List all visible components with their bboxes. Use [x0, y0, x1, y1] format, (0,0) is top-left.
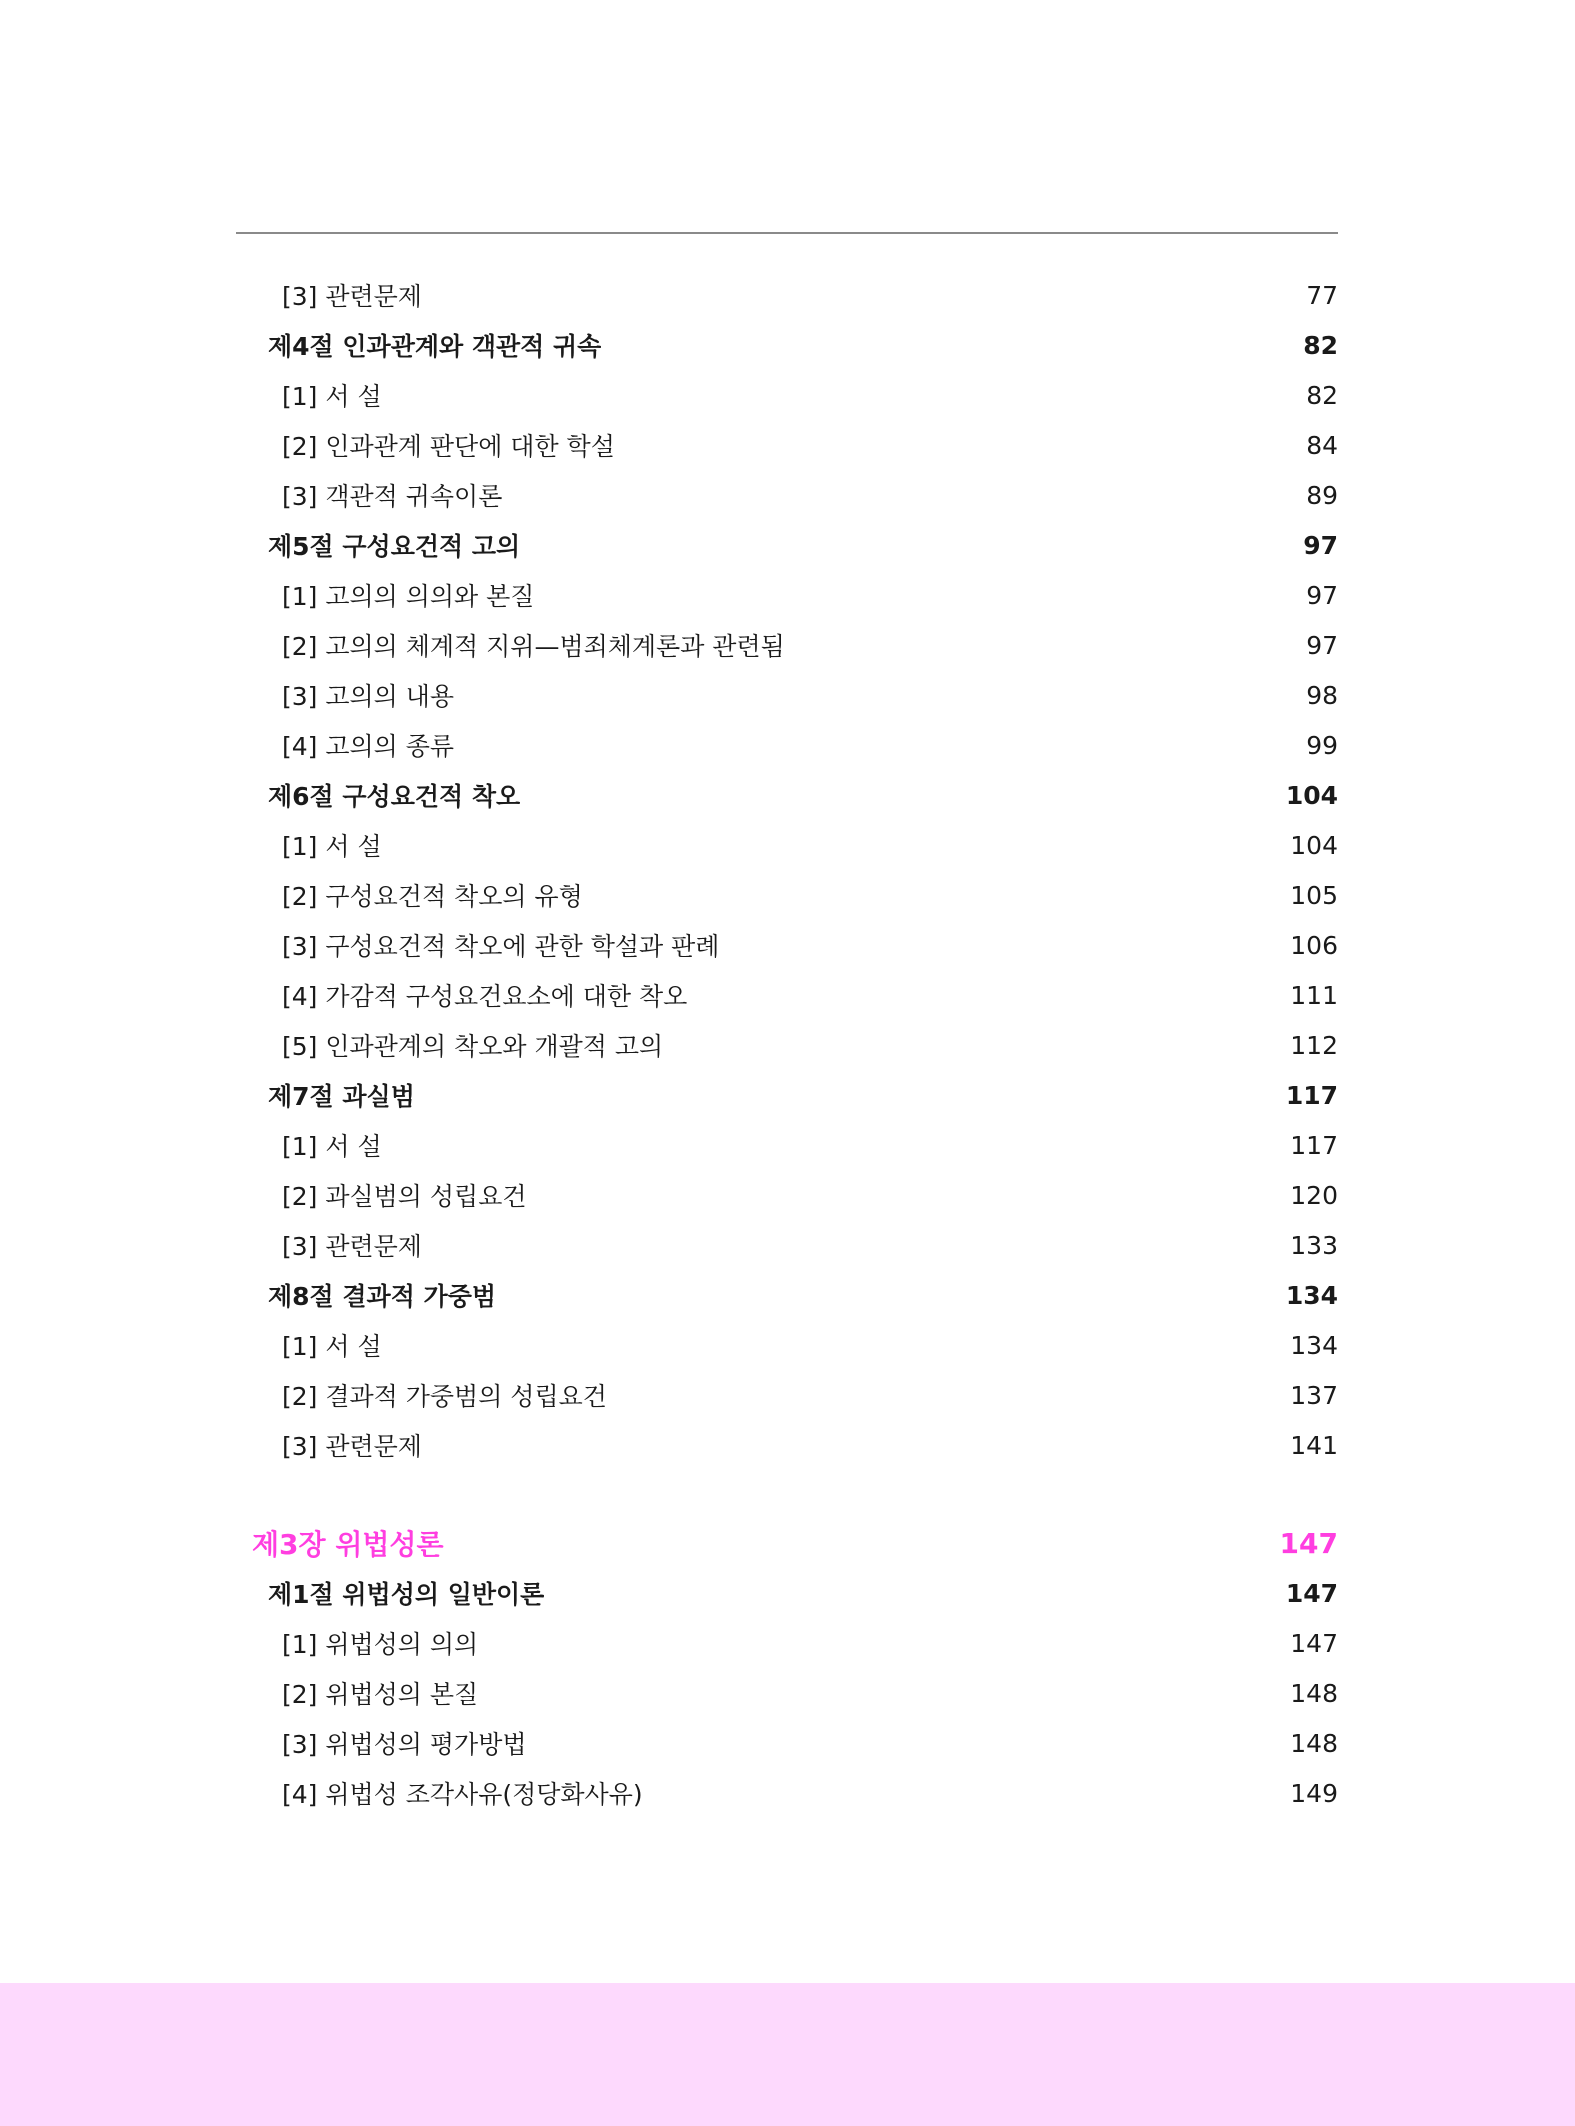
toc-page-number: 84 — [1306, 430, 1338, 460]
toc-item-row[interactable] — [236, 670, 1338, 720]
toc-page-number: 82 — [1306, 380, 1338, 410]
toc-item-row[interactable] — [236, 720, 1338, 770]
toc-page-number: 149 — [1290, 1778, 1338, 1808]
toc-item-row[interactable] — [236, 1768, 1338, 1818]
toc-page-number: 89 — [1306, 480, 1338, 510]
toc-page-number: 147 — [1285, 1578, 1338, 1608]
toc-entry-title: [2] 고의의 체계적 지위—범죄체계론과 관련됨 — [282, 632, 785, 661]
toc-entry-title: [2] 구성요건적 착오의 유형 — [282, 882, 583, 911]
toc-item-row[interactable] — [236, 1170, 1338, 1220]
toc-entry-title: [2] 위법성의 본질 — [282, 1680, 479, 1709]
toc-chapter-row[interactable] — [236, 1518, 1338, 1568]
toc-entry-title: [3] 구성요건적 착오에 관한 학설과 판례 — [282, 932, 720, 961]
toc-entry-title: [2] 결과적 가중범의 성립요건 — [282, 1382, 607, 1411]
toc-page-number: 104 — [1290, 830, 1338, 860]
toc-item-row[interactable] — [236, 1020, 1338, 1070]
toc-page-number: 141 — [1290, 1430, 1338, 1460]
toc-entry-title: [1] 서 설 — [282, 382, 382, 411]
toc-entry-title: [4] 가감적 구성요건요소에 대한 착오 — [282, 982, 688, 1011]
toc-page-number: 97 — [1306, 630, 1338, 660]
toc-page-number: 117 — [1285, 1080, 1338, 1110]
toc-item-row[interactable] — [236, 1320, 1338, 1370]
toc-item-row[interactable] — [236, 1618, 1338, 1668]
toc-page-number: 99 — [1306, 730, 1338, 760]
toc-item-row[interactable] — [236, 470, 1338, 520]
toc-page-number: 133 — [1290, 1230, 1338, 1260]
toc-page-number: 106 — [1290, 930, 1338, 960]
toc-item-row[interactable] — [236, 620, 1338, 670]
toc-item-row[interactable] — [236, 1718, 1338, 1768]
toc-page-number: 111 — [1290, 980, 1338, 1010]
toc-item-row[interactable] — [236, 270, 1338, 320]
toc-page-number: 98 — [1306, 680, 1338, 710]
toc-entry-title: [4] 고의의 종류 — [282, 732, 455, 761]
toc-entry-title: [3] 위법성의 평가방법 — [282, 1730, 527, 1759]
toc-entry-title: [5] 인과관계의 착오와 개괄적 고의 — [282, 1032, 664, 1061]
toc-item-row[interactable] — [236, 970, 1338, 1020]
toc-item-row[interactable] — [236, 1120, 1338, 1170]
toc-page-number: 120 — [1290, 1180, 1338, 1210]
toc-section-row[interactable] — [236, 520, 1338, 570]
toc-entry-title: [1] 고의의 의의와 본질 — [282, 582, 535, 611]
toc-page-number: 117 — [1290, 1130, 1338, 1160]
toc-page-number: 97 — [1306, 580, 1338, 610]
toc-section-row[interactable] — [236, 1270, 1338, 1320]
toc-entry-title: [1] 서 설 — [282, 1132, 382, 1161]
toc-page-number: 77 — [1306, 280, 1338, 310]
toc-entry-title: [3] 관련문제 — [282, 1432, 422, 1461]
toc-page-number: 97 — [1303, 530, 1338, 560]
toc-item-row[interactable] — [236, 1420, 1338, 1470]
toc-section-row[interactable] — [236, 1568, 1338, 1618]
toc-entry-title: [3] 고의의 내용 — [282, 682, 455, 711]
toc-page-number: 104 — [1285, 780, 1338, 810]
toc-entry-title: 제5절 구성요건적 고의 — [268, 532, 521, 561]
table-of-contents — [236, 270, 1338, 1818]
toc-entry-title: [1] 위법성의 의의 — [282, 1630, 479, 1659]
toc-item-row[interactable] — [236, 1220, 1338, 1270]
toc-entry-title: [3] 관련문제 — [282, 282, 422, 311]
toc-entry-title: 제7절 과실범 — [268, 1082, 415, 1111]
toc-entry-title: 제4절 인과관계와 객관적 귀속 — [268, 332, 602, 361]
toc-item-row[interactable] — [236, 570, 1338, 620]
toc-entry-title: [1] 서 설 — [282, 1332, 382, 1361]
toc-entry-title: [1] 서 설 — [282, 832, 382, 861]
toc-page-number: 147 — [1279, 1526, 1338, 1560]
toc-section-row[interactable] — [236, 770, 1338, 820]
toc-page-number: 134 — [1285, 1280, 1338, 1310]
toc-entry-title: [2] 인과관계 판단에 대한 학설 — [282, 432, 615, 461]
top-rule — [236, 232, 1338, 234]
toc-page-number: 148 — [1290, 1728, 1338, 1758]
toc-entry-title: [3] 관련문제 — [282, 1232, 422, 1261]
toc-page-number: 148 — [1290, 1678, 1338, 1708]
toc-item-row[interactable] — [236, 370, 1338, 420]
toc-entry-title: 제6절 구성요건적 착오 — [268, 782, 521, 811]
toc-page-number: 137 — [1290, 1380, 1338, 1410]
toc-item-row[interactable] — [236, 420, 1338, 470]
toc-item-row[interactable] — [236, 870, 1338, 920]
toc-item-row[interactable] — [236, 1370, 1338, 1420]
toc-entry-title: 제3장 위법성론 — [252, 1528, 444, 1561]
footer-band — [0, 1983, 1575, 2126]
toc-item-row[interactable] — [236, 820, 1338, 870]
toc-page-number: 134 — [1290, 1330, 1338, 1360]
toc-section-row[interactable] — [236, 320, 1338, 370]
toc-item-row[interactable] — [236, 920, 1338, 970]
toc-item-row[interactable] — [236, 1668, 1338, 1718]
toc-entry-title: 제8절 결과적 가중범 — [268, 1282, 497, 1311]
toc-page-number: 105 — [1290, 880, 1338, 910]
toc-entry-title: [3] 객관적 귀속이론 — [282, 482, 503, 511]
toc-section-row[interactable] — [236, 1070, 1338, 1120]
toc-page-number: 82 — [1303, 330, 1338, 360]
toc-entry-title: [4] 위법성 조각사유(정당화사유) — [282, 1780, 643, 1809]
toc-page-number: 147 — [1290, 1628, 1338, 1658]
toc-entry-title: 제1절 위법성의 일반이론 — [268, 1580, 545, 1609]
toc-entry-title: [2] 과실범의 성립요건 — [282, 1182, 527, 1211]
toc-page-number: 112 — [1290, 1030, 1338, 1060]
